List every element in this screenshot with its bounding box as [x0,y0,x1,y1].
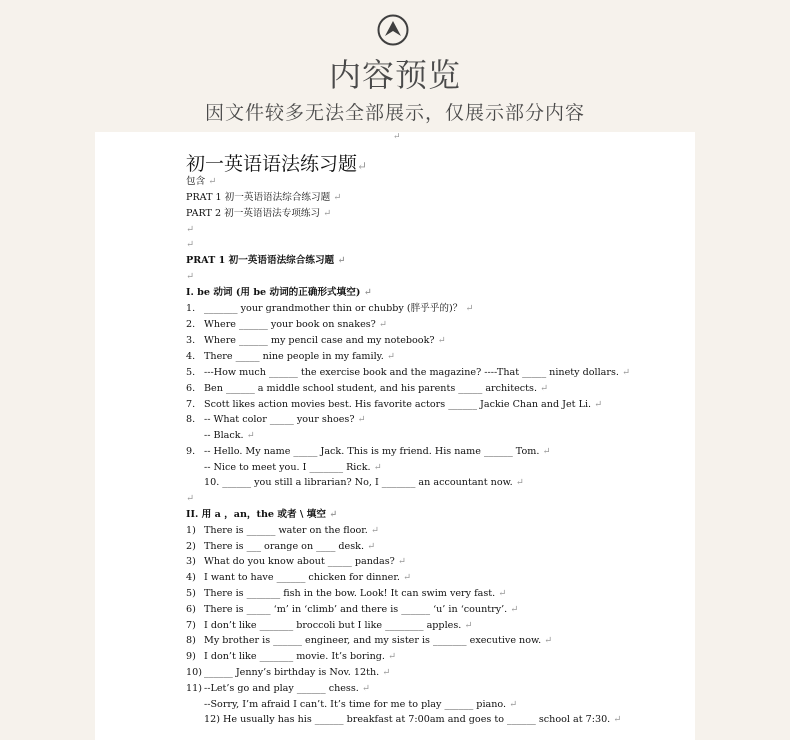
item-number: 2. [186,319,196,330]
document-line [186,255,346,267]
item-number: 4. [186,351,196,362]
item-number: 10) [186,667,202,678]
paragraph-mark: ↵ [537,383,549,394]
document-line [186,446,550,458]
document-line [186,651,396,663]
document-line [186,714,621,726]
item-number: 8) [186,635,196,646]
up-arrow-logo-icon [377,14,409,46]
line-text: What do you know about _____ pandas? [204,556,395,567]
item-number: 2) [186,541,196,552]
line-text: PRAT 1 初一英语语法综合练习题 [186,192,331,203]
item-number: 3. [186,335,196,346]
paragraph-mark: ↵ [186,493,195,504]
line-text: II. 用 a ，an，the 或者 \ 填空 [186,509,326,520]
item-number: 8. [186,414,196,425]
paragraph-mark: ↵ [539,446,551,457]
page-subtitle: 因文件较多无法全部展示，仅展示部分内容 [204,102,585,124]
item-number: 11) [186,683,202,694]
paragraph-mark: ↵ [243,430,255,441]
line-text: Scott likes action movies best. His favorite actors ______ Jackie Chan and Jet Li. [204,399,592,410]
paragraph-mark: ↵ [399,572,412,583]
document-line [186,572,411,584]
item-number: 5. [186,367,196,378]
paragraph-mark: ↵ [394,556,406,567]
document-line [186,556,406,568]
paragraph-mark: ↵ [461,620,473,631]
line-text: 12) He usually has his ______ breakfast at 7:00am and goes to ______ school at 7:30. [204,714,611,725]
document-line [186,462,382,474]
paragraph-mark: ↵ [591,399,603,410]
document-line [186,303,473,315]
paragraph-mark: ↵ [334,255,346,266]
document-line [186,604,518,616]
line-text: ______ Jenny’s birthday is Nov. 12th. [204,667,380,678]
item-number: 9) [186,651,196,662]
document-line [186,683,370,695]
paragraph-mark: ↵ [618,367,631,378]
paragraph-mark: ↵ [507,604,519,615]
paragraph-mark: ↵ [384,651,397,662]
document-line [186,588,506,600]
paragraph-mark: ↵ [610,714,622,725]
item-number: 7. [186,399,196,410]
line-text: 10. ______ you still a librarian? No, I _______ an accountant now. [204,477,513,488]
item-number: 4) [186,572,196,583]
line-text: I want to have ______ chicken for dinner. [204,572,400,583]
line-text: There is ______ water on the floor. [204,525,368,536]
paragraph-mark: ↵ [325,509,338,520]
line-text: There is _______ fish in the bow. Look! It can swim very fast. [204,588,496,599]
line-text: --Let’s go and play ______ chess. [204,683,359,694]
document-line [186,176,216,188]
item-number: 7) [186,620,196,631]
document-line [186,699,517,711]
item-number: 1) [186,525,196,536]
line-text: My brother is ______ engineer, and my sister is _______ executive now. [204,635,542,646]
paragraph-mark: ↵ [186,271,195,282]
line-text: Where ______ your book on snakes? [204,319,376,330]
paragraph-mark: ↵ [358,683,370,694]
document-line [186,192,341,204]
line-text: -- Nice to meet you. I _______ Rick. [204,462,371,473]
item-number: 6. [186,383,196,394]
paragraph-mark: ↵ [367,525,379,536]
document-line [186,319,387,331]
item-number: 6) [186,604,196,615]
paragraph-mark: ↵ [383,351,395,362]
paragraph-mark: ↵ [541,635,553,646]
paragraph-mark: ↵ [364,541,376,552]
line-text: There _____ nine people in my family. [204,351,384,362]
document-line [186,525,379,537]
line-text: --Sorry, I’m afraid I can’t. It’s time for me to play ______ piano. [204,699,507,710]
line-text: There is _____ ‘m’ in ‘climb’ and there is ______ ‘u’ in ‘country’. [204,604,508,615]
paragraph-mark: ↵ [434,335,446,346]
paragraph-mark: ↵ [186,239,195,250]
line-text: -- Hello. My name _____ Jack. This is my friend. His name ______ Tom. [204,446,540,457]
document-line [186,367,630,379]
paragraph-mark: ↵ [379,667,391,678]
paragraph-mark: ↵ [462,303,474,314]
page-title: 内容预览 [328,56,461,94]
line-text: I. be 动词 (用 be 动词的正确形式填空) [186,287,361,298]
paragraph-mark: ↵ [360,287,372,298]
line-text: -- What color _____ your shoes? [204,414,355,425]
line-text: There is ___ orange on ____ desk. [204,541,365,552]
document-preview [95,132,695,740]
line-text: ---How much ______ the exercise book and the magazine? ----That _____ ninety dollars. [204,367,619,378]
line-text: PART 2 初一英语语法专项练习 [186,208,321,219]
item-number: 1. [186,303,196,314]
document-line [186,430,255,442]
document-line [186,335,446,347]
line-text: _______ your grandmother thin or chubby (胖乎乎的)？ [204,303,463,314]
document-title: 初一英语语法练习题↵ [186,153,368,175]
document-line [186,271,194,283]
document-line [186,239,194,251]
document-line [186,477,524,489]
line-text: Where ______ my pencil case and my notebook? [204,335,435,346]
document-line [186,287,372,299]
paragraph-mark: ↵ [370,462,382,473]
document-line [186,541,375,553]
paragraph-mark: ↵ [512,477,524,488]
line-text: I don’t like _______ broccoli but I like ________ apples. [204,620,462,631]
document-line [186,620,472,632]
item-number: 5) [186,588,196,599]
document-line [186,224,194,236]
paragraph-mark: ↵ [506,699,518,710]
paragraph-mark: ↵ [205,176,217,187]
paragraph-mark: ↵ [354,414,366,425]
line-text: 包含 [186,176,206,187]
document-line [186,509,337,521]
line-text: Ben ______ a middle school student, and his parents _____ architects. [204,383,537,394]
paragraph-mark: ↵ [375,319,387,330]
document-line [186,414,366,426]
document-line [186,667,390,679]
document-line [186,208,331,220]
line-text: PRAT 1 初一英语语法综合练习题 [186,255,335,266]
line-text: -- Black. [204,430,244,441]
item-number: 3) [186,556,196,567]
paragraph-mark: ↵ [495,588,507,599]
document-line [186,351,395,363]
document-line [186,383,548,395]
document-line [186,635,552,647]
paragraph-mark: ↵ [330,192,342,203]
item-number: 9. [186,446,196,457]
paragraph-mark: ↵ [393,132,401,142]
document-line [186,493,194,505]
paragraph-mark: ↵ [320,208,332,219]
document-line [186,399,602,411]
paragraph-mark: ↵ [186,224,195,235]
line-text: I don’t like _______ movie. It’s boring. [204,651,385,662]
